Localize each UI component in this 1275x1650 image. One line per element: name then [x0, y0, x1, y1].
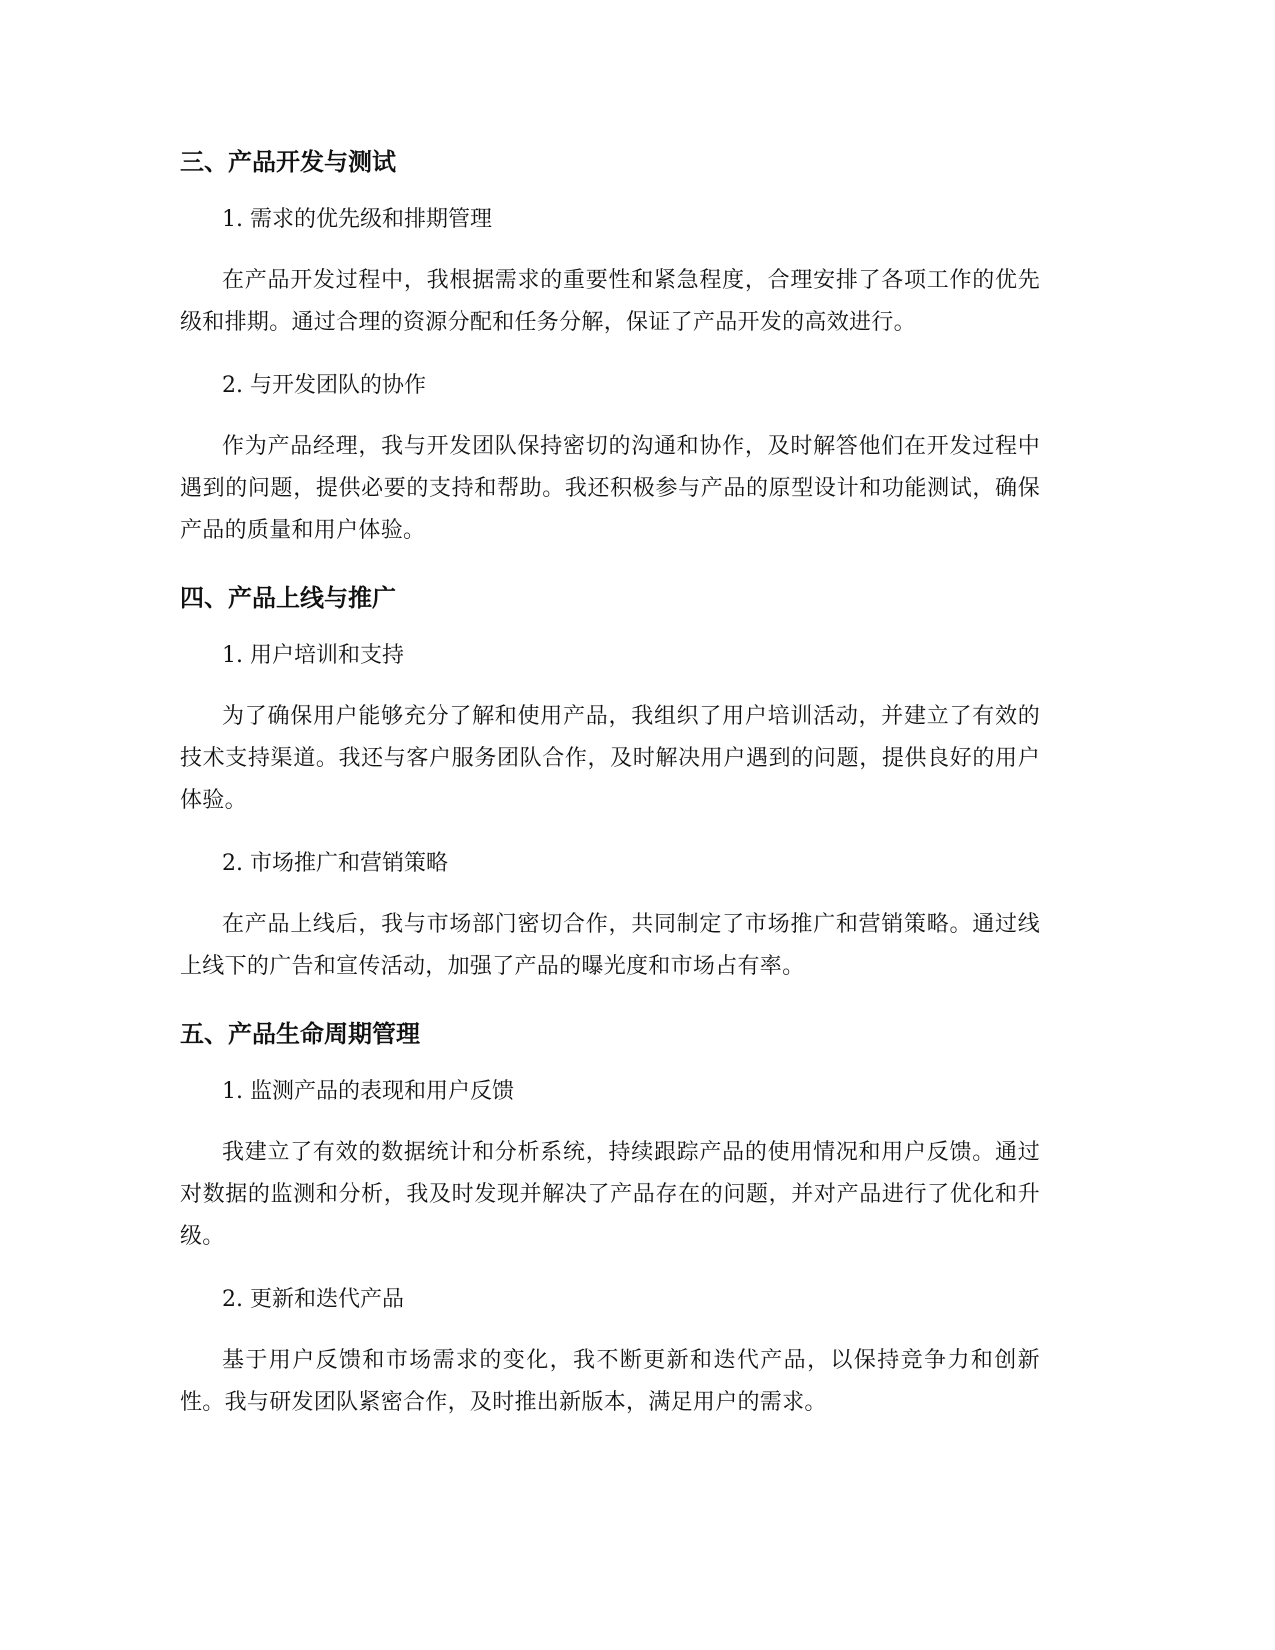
section-heading: 五、产品生命周期管理 — [180, 1020, 420, 1048]
body-paragraph: 我建立了有效的数据统计和分析系统，持续跟踪产品的使用情况和用户反馈。通过对数据的监测和分析，我及时发现并解决了产品存在的问题，并对产品进行了优化和升级。 — [180, 1140, 1040, 1249]
document-page — [180, 130, 1040, 1438]
body-paragraph: 为了确保用户能够充分了解和使用产品，我组织了用户培训活动，并建立了有效的技术支持渠道。我还与客户服务团队合作，及时解决用户遇到的问题，提供良好的用户体验。 — [180, 704, 1040, 813]
body-paragraph: 在产品开发过程中，我根据需求的重要性和紧急程度，合理安排了各项工作的优先级和排期。通过合理的资源分配和任务分解，保证了产品开发的高效进行。 — [180, 268, 1040, 335]
section-heading: 三、产品开发与测试 — [180, 148, 396, 176]
section-product-development — [180, 130, 1040, 566]
body-paragraph: 基于用户反馈和市场需求的变化，我不断更新和迭代产品，以保持竞争力和创新性。我与研发团队紧密合作，及时推出新版本，满足用户的需求。 — [180, 1348, 1040, 1415]
body-paragraph: 在产品上线后，我与市场部门密切合作，共同制定了市场推广和营销策略。通过线上线下的广告和宣传活动，加强了产品的曝光度和市场占有率。 — [180, 912, 1040, 979]
subsection-heading: 1. 用户培训和支持 — [222, 643, 404, 668]
subsection-heading: 2. 市场推广和营销策略 — [222, 851, 448, 876]
section-product-launch — [180, 566, 1040, 1002]
body-paragraph: 作为产品经理，我与开发团队保持密切的沟通和协作，及时解答他们在开发过程中遇到的问题，提供必要的支持和帮助。我还积极参与产品的原型设计和功能测试，确保产品的质量和用户体验。 — [180, 434, 1040, 543]
subsection-heading: 1. 需求的优先级和排期管理 — [222, 207, 492, 232]
section-heading: 四、产品上线与推广 — [180, 584, 396, 612]
subsection-heading: 1. 监测产品的表现和用户反馈 — [222, 1079, 514, 1104]
subsection-heading: 2. 与开发团队的协作 — [222, 373, 426, 398]
subsection-heading: 2. 更新和迭代产品 — [222, 1287, 404, 1312]
section-product-lifecycle — [180, 1002, 1040, 1438]
